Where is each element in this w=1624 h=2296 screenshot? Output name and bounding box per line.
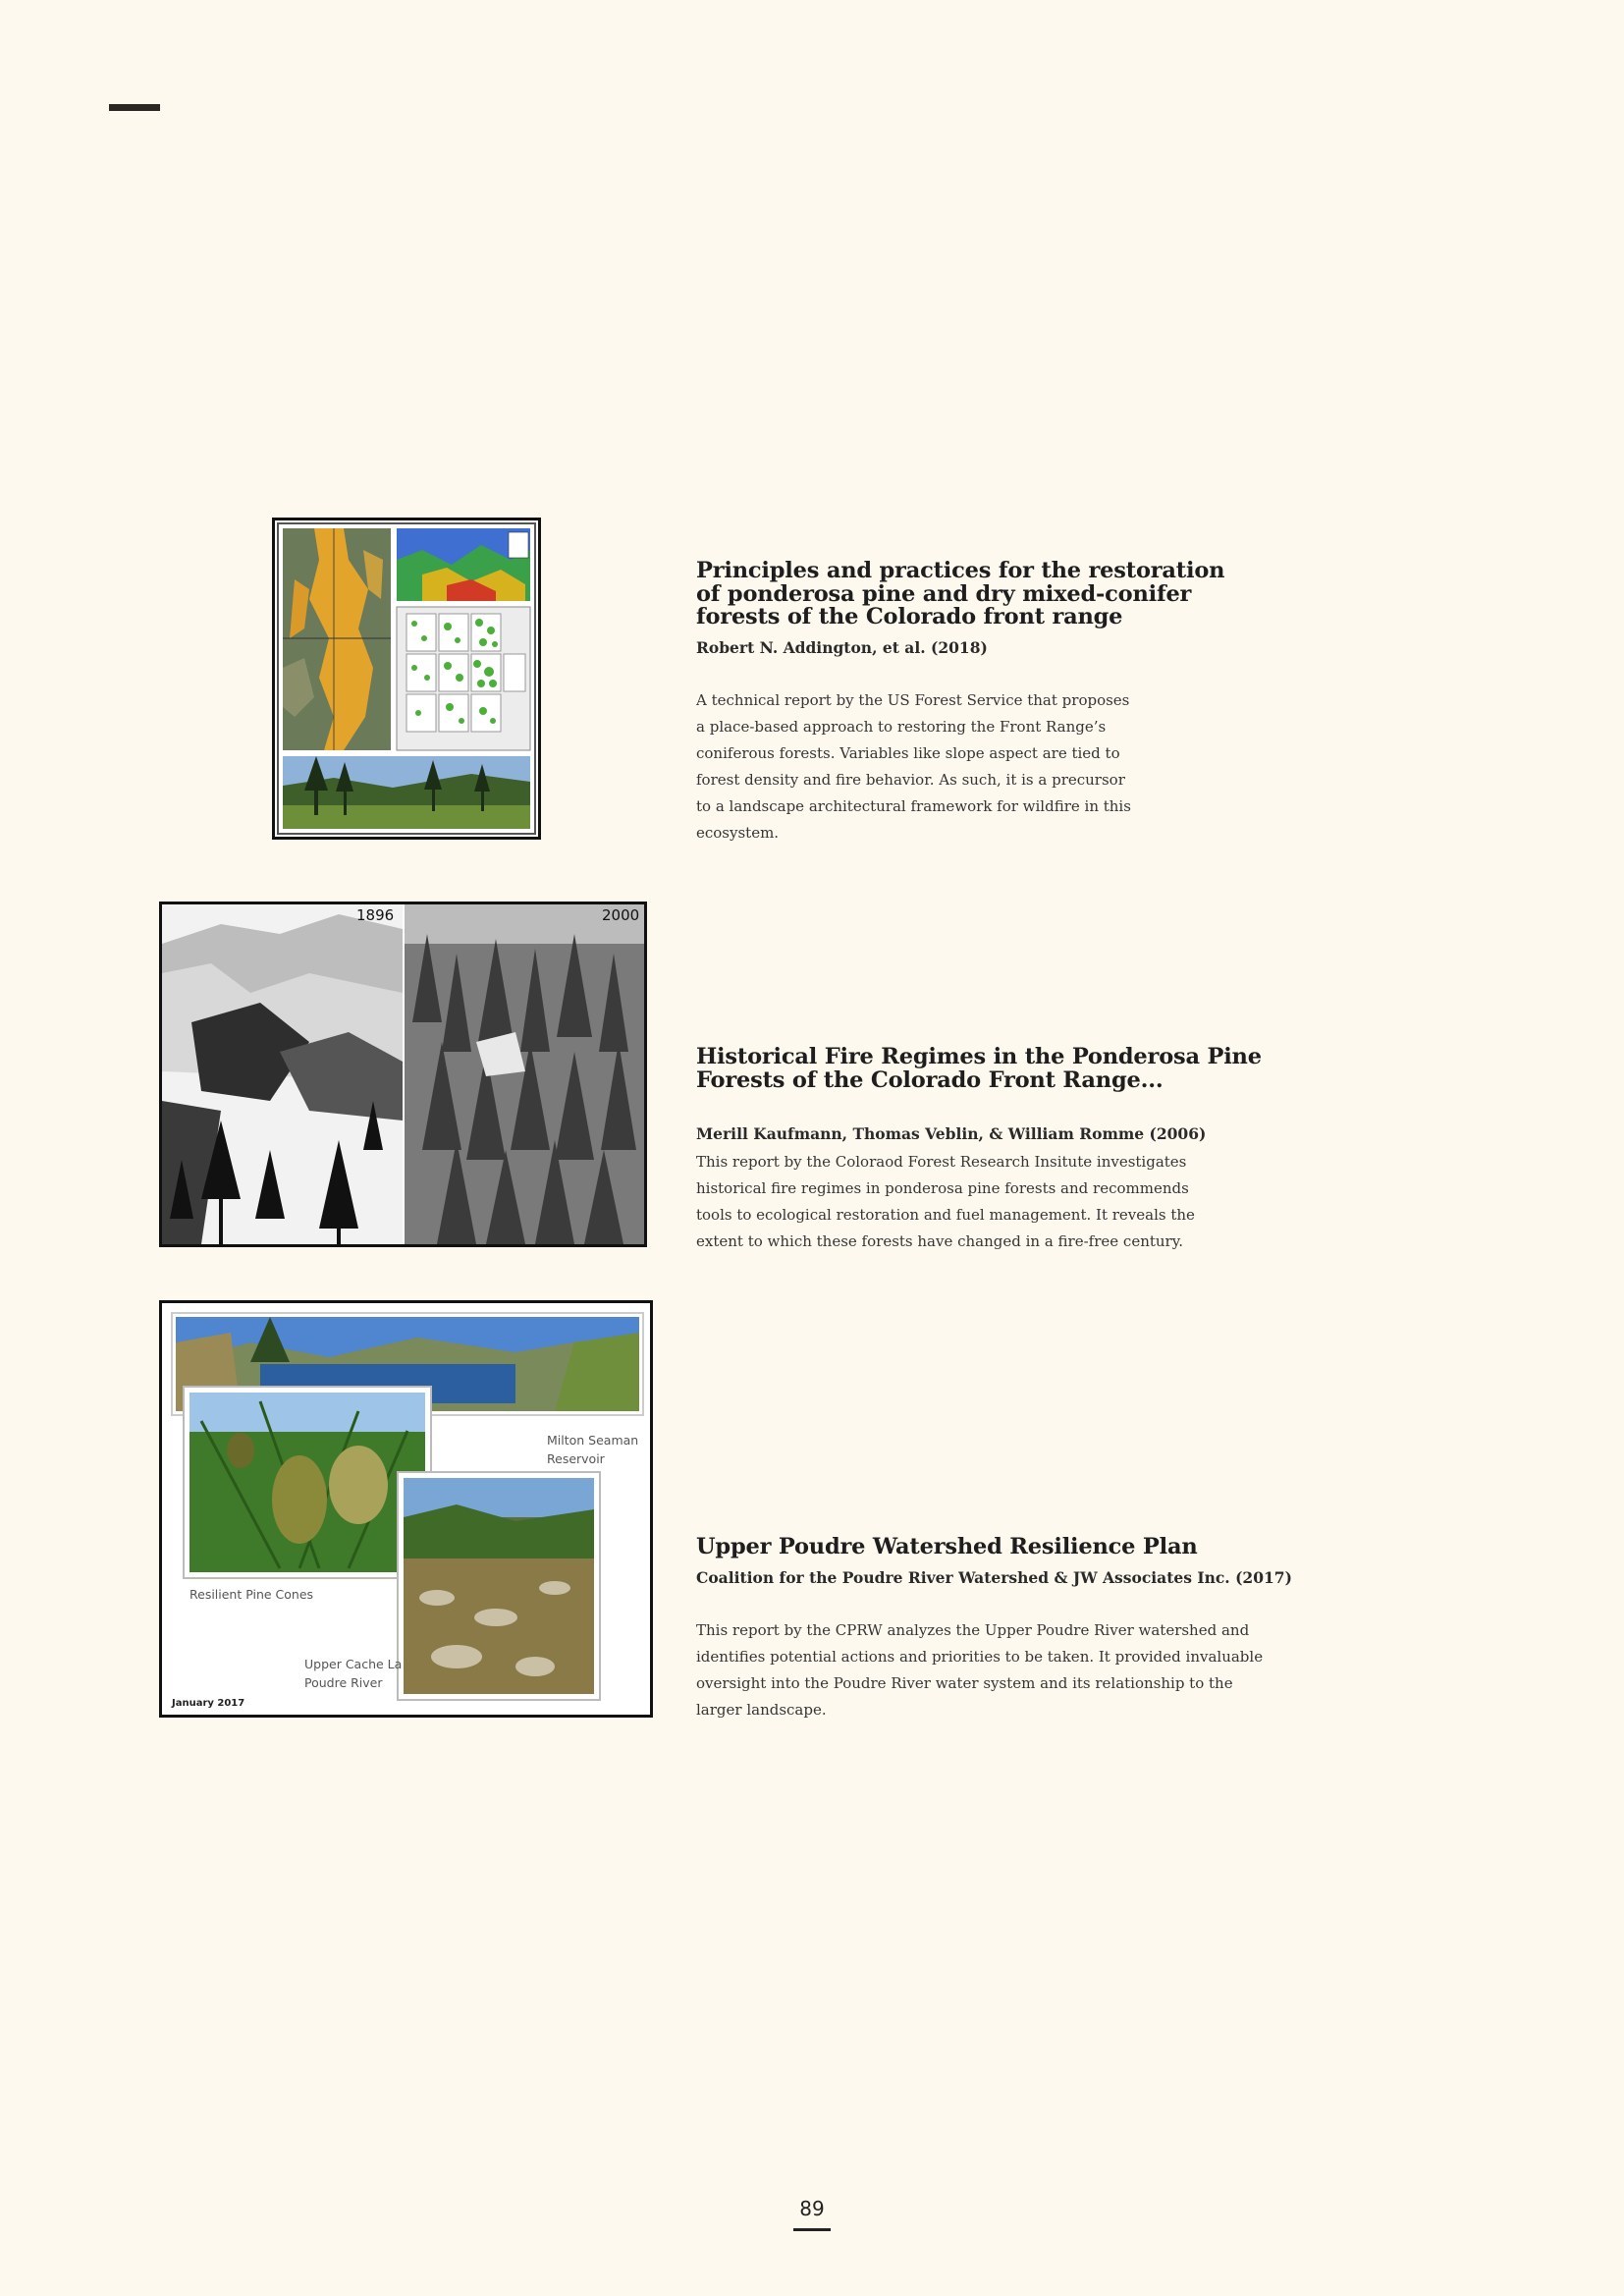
- entry-1-title: [696, 560, 1224, 629]
- entry-1-description-line: coniferous forests. Variables like slope aspect are tied to: [696, 744, 1120, 762]
- river-label-line: Upper Cache La: [304, 1657, 403, 1671]
- entry-1-description-line: A technical report by the US Forest Service that proposes: [696, 691, 1130, 709]
- reservoir-label-line: Milton Seaman: [547, 1433, 639, 1448]
- river-label-line: Poudre River: [304, 1675, 383, 1690]
- entry-3-description: [696, 1617, 1263, 1723]
- entry-1-title-line: forests of the Colorado front range: [696, 604, 1123, 629]
- entry-2-description-line: extent to which these forests have changed in a fire-free century.: [696, 1232, 1183, 1250]
- entry-1-description-line: ecosystem.: [696, 824, 780, 842]
- entry-1-description: [696, 687, 1131, 847]
- entry-1-title-line: Principles and practices for the restoration: [696, 558, 1225, 583]
- entry-1-title-line: of ponderosa pine and dry mixed-conifer: [696, 580, 1192, 607]
- year-label-2000: 2000: [602, 906, 640, 924]
- entry-2-title: [696, 1046, 1262, 1092]
- entry-3-description-line: oversight into the Poudre River water system and its relationship to the: [696, 1674, 1233, 1692]
- entry-2-title-line: Forests of the Colorado Front Range...: [696, 1066, 1164, 1093]
- entry-3-description-line: This report by the CPRW analyzes the Upper Poudre River watershed and: [696, 1621, 1250, 1639]
- entry-2-description: [696, 1149, 1195, 1255]
- pine-cones-label: Resilient Pine Cones: [189, 1587, 314, 1602]
- entry-2-description-line: This report by the Coloraod Forest Research Insitute investigates: [696, 1153, 1187, 1171]
- entry-3-title: [696, 1536, 1198, 1559]
- entry-3-description-line: larger landscape.: [696, 1701, 827, 1719]
- entry-1-description-line: a place-based approach to restoring the Front Range’s: [696, 718, 1107, 736]
- restoration-report-cover: [272, 518, 541, 840]
- entry-3-author: Coalition for the Poudre River Watershed & JW Associates Inc. (2017): [696, 1568, 1292, 1587]
- page-number-underline: [793, 2228, 831, 2231]
- entry-2-title-line: Historical Fire Regimes in the Ponderosa Pine: [696, 1044, 1262, 1069]
- watershed-plan-cover: [159, 1300, 653, 1718]
- entry-3-title-line: Upper Poudre Watershed Resilience Plan: [696, 1534, 1198, 1559]
- entry-3-description-line: identifies potential actions and priorities to be taken. It provided invaluable: [696, 1648, 1264, 1666]
- entry-1-description-line: to a landscape architectural framework for wildfire in this: [696, 797, 1131, 815]
- reservoir-label-line: Reservoir: [547, 1451, 605, 1466]
- entry-2-author: Merill Kaufmann, Thomas Veblin, & William Romme (2006): [696, 1124, 1207, 1143]
- entry-2-description-line: historical fire regimes in ponderosa pine forests and recommends: [696, 1179, 1189, 1197]
- entry-2-description-line: tools to ecological restoration and fuel management. It reveals the: [696, 1206, 1195, 1224]
- entry-1-author: Robert N. Addington, et al. (2018): [696, 638, 988, 657]
- entry-1-description-line: forest density and fire behavior. As such, it is a precursor: [696, 771, 1125, 789]
- year-label-1896: 1896: [356, 906, 395, 924]
- cover-date-label: January 2017: [172, 1698, 245, 1709]
- top-rule: [109, 104, 160, 111]
- page-number: 89: [799, 2197, 825, 2220]
- fire-regimes-comparison-photo: [159, 902, 647, 1247]
